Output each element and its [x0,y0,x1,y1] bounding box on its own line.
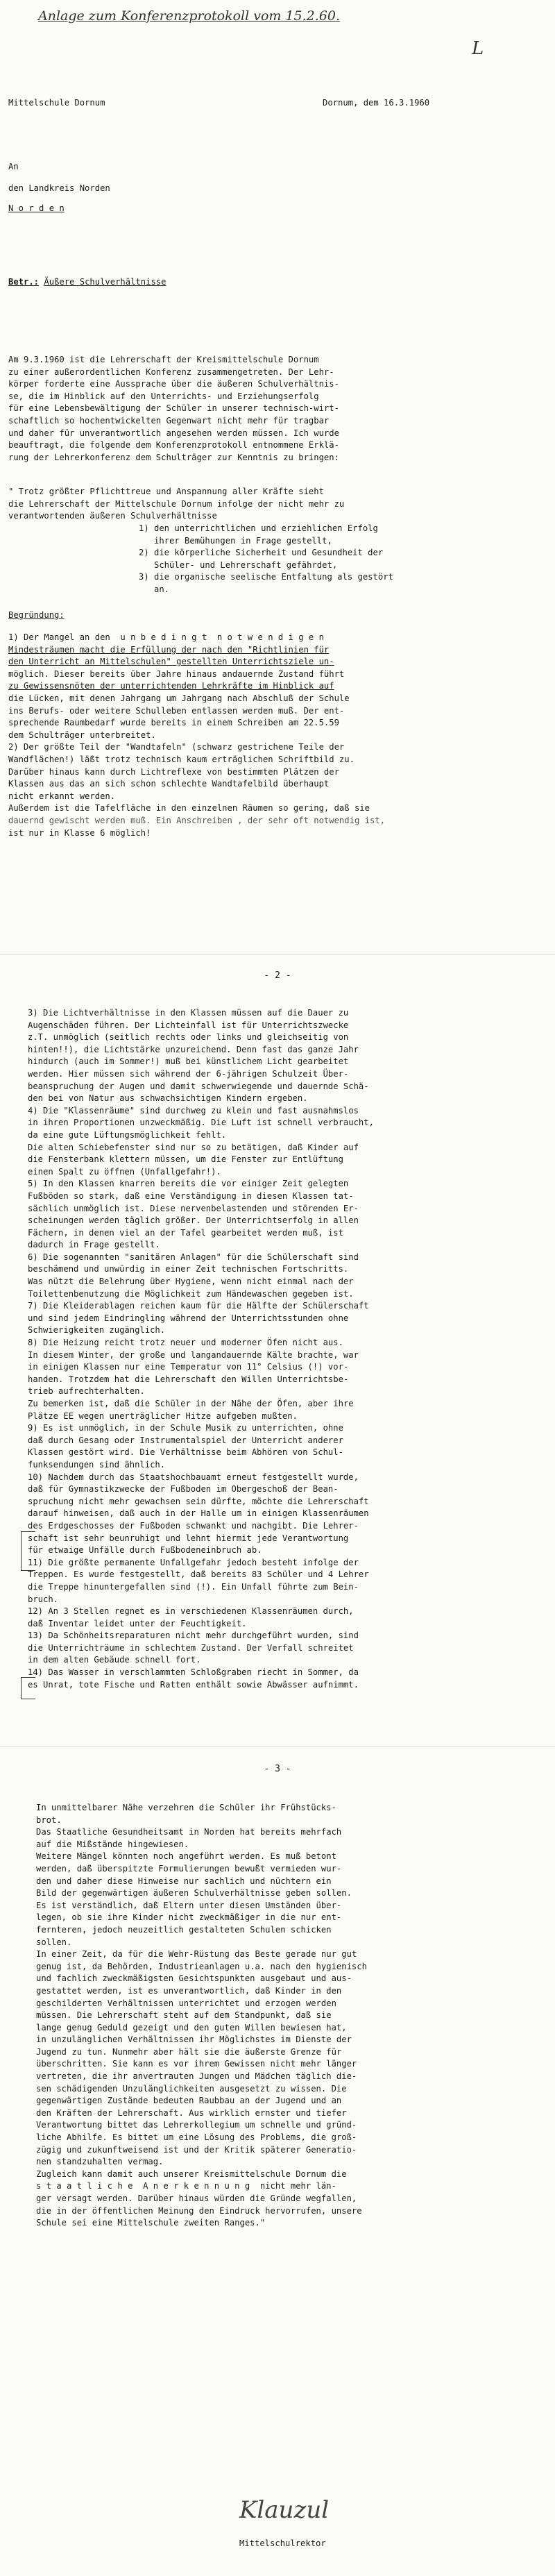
reason-line: Außerdem ist die Tafelfläche in den einzelnen Räumen so gering, daß sie [8,803,370,814]
quote-intro [8,486,344,523]
text-line: In diesem Winter, der große und langandauernde Kälte brachte, war [28,1349,359,1360]
text-line: scheinungen werden täglich größer. Der Unterrichtserfolg in allen [28,1215,359,1226]
reason-line: dauernd gewischt werden muß. Ein Anschreiben , der sehr oft notwendig ist, [8,815,385,825]
quote-items [139,523,393,596]
text-line: liche Abhilfe. Es bittet um eine Lösung des Problems, die groß- [36,2132,357,2143]
quote-item: 3) die organische seelische Entfaltung als gestört [139,572,393,582]
text-line: trieb aufrechterhalten. [28,1386,145,1397]
reason-line: nicht erkannt werden. [8,791,116,801]
text-line: geschilderten Verhältnissen unterrichtet und erzogen werden [36,1998,336,2008]
intro-line: für eine Lebensbewältigung der Schüler in unserer technisch-wirt- [8,403,339,414]
signature-title: Mittelschulrektor [239,2539,326,2548]
text-line: z.T. unmöglich (seitlich rechts oder links und gleichseitig von [28,1032,349,1043]
text-line: Fächern, in denen viel an der Tafel gearbeitet werden muß, ist [28,1227,343,1238]
quote-item: an. [139,584,170,594]
recipient-line-2: den Landkreis Norden [8,183,110,193]
text-line: die Fensterbank klettern müssen, um die Fenster zur Entlüftung [28,1154,343,1165]
text-line: und fachlich zweckmäßigsten Gesichtspunkten ausgebaut und aus- [36,1973,352,1984]
text-line: des Erdgeschosses der Fußboden schwankt und nachgibt. Die Lehrer- [28,1520,359,1531]
quote-line: die Lehrerschaft der Mittelschule Dornum infolge der nicht mehr zu [8,498,345,509]
reason-line: 2) Der größte Teil der "Wandtafeln" (schwarz gestrichene Teile der [8,742,345,752]
text-line: Zugleich kann damit auch unserer Kreismittelschule Dornum die [36,2169,347,2179]
page-2 [0,954,555,1746]
text-line: 4) Die "Klassenräume" sind durchweg zu klein und fast ausnahmslos [28,1105,359,1116]
text-line: legen, ob sie ihre Kinder nicht zweckmäßiger in die nur ent- [36,1912,342,1923]
text-line: spruchung nicht mehr gewachsen sein dürfte, möchte die Lehrerschaft [28,1496,369,1506]
reason-line: zu Gewissensnöten der unterrichtenden Lehrkräfte im Hinblick auf [8,681,334,691]
page-3 [0,1746,555,2576]
reason-line: ins Berufs- oder weitere Schulleben entlassen werden muß. Der ent- [8,705,345,716]
intro-line: se, die im Hinblick auf den Unterrichts- und Erziehungserfolg [8,391,319,401]
text-line: daß durch Gesang oder Instrumentalspiel der Unterricht anderer [28,1435,343,1445]
handwritten-initial: L [472,38,484,59]
text-line: Weitere Mängel könnten noch angeführt werden. Es muß betont [36,1851,336,1862]
text-line: gegenwärtigen Zustände bedeuten Raubbau an der Jugend und an [36,2096,342,2106]
text-line: 6) Die sogenannten "sanitären Anlagen" für die Schülerschaft sind [28,1252,359,1262]
text-line: Was nützt die Belehrung über Hygiene, wenn nicht einmal nach der [28,1277,354,1287]
text-line: s t a a t l i c h e A n e r k e n n u n g nicht mehr län- [36,2181,336,2191]
text-line: gestattet werden, ist es unverantwortlich, daß Kinder in den [36,1985,342,1996]
text-line: sächlich unmöglich ist. Diese nervenbelastenden und störenden Er- [28,1203,359,1213]
text-line: Verantwortung bittet das Lehrerkollegium um schnelle und gründ- [36,2120,357,2130]
text-line: schaft ist sehr beunruhigt und lehnt hiermit jede Verantwortung [28,1533,349,1543]
text-line: 12) An 3 Stellen regnet es in verschiedenen Klassenräumen durch, [28,1606,354,1617]
text-line: Klassen gestört wird. Die Verhältnisse beim Abhören von Schul- [28,1447,343,1458]
text-line: da eine gute Lüftungsmöglichkeit fehlt. [28,1129,227,1140]
quote-item: 2) die körperliche Sicherheit und Gesundheit der [139,548,384,558]
reason-line: ist nur in Klasse 6 möglich! [8,827,151,838]
text-line: einen Spalt zu öffnen (Unfallgefahr!). [28,1166,221,1177]
text-line: Jugend zu tun. Nunmehr aber hält sie die äußerste Grenze für [36,2046,342,2057]
text-line: 10) Nachdem durch das Staatshochbauamt erneut festgestellt wurde, [28,1472,359,1482]
text-line: in unzulänglichen Verhältnissen ihr Möglichstes im Dienste der [36,2035,352,2045]
text-line: die Treppe hinuntergefallen sind (!). Ein Unfall führte zum Bein- [28,1581,359,1592]
text-line: Fußböden so stark, daß eine Verständigung in diesen Klassen tat- [28,1190,354,1201]
text-line: hindurch (auch im Sommer!) muß bei künstlichem Licht gearbeitet [28,1057,349,1067]
text-line: den und daher diese Hinweise nur sachlich und nüchtern ein [36,1876,332,1886]
text-line: werden. Hier müssen sich während der 6-jährigen Schulzeit Über- [28,1068,349,1079]
text-line: werden, daß überspitzte Formulierungen bewußt vermieden wur- [36,1863,342,1874]
intro-line: Am 9.3.1960 ist die Lehrerschaft der Kreismittelschule Dornum [8,355,319,364]
text-line: In unmittelbarer Nähe verzehren die Schüler ihr Frühstücks- [36,1803,336,1812]
text-line: 9) Es ist unmöglich, in der Schule Musik zu unterrichten, ohne [28,1423,343,1433]
school-name: Mittelschule Dornum [8,98,105,108]
text-line: Toilettenbenutzung die Möglichkeit zum Händewaschen gegeben ist. [28,1288,354,1299]
text-line: 11) Die größte permanente Unfallgefahr jedoch besteht infolge der [28,1557,359,1567]
intro-paragraph [8,354,339,464]
reason-line: Mindesträumen macht die Erfüllung der nach den "Richtlinien für [8,644,330,655]
handwritten-annotation: Anlage zum Konferenzprotokoll vom 15.2.60. [38,8,341,24]
intro-line: schaftlich so hochentwickelten Gegenwart nicht mehr für tragbar [8,415,330,426]
page-2-text [28,1007,374,1691]
text-line: überschritten. Sie kann es vor ihrem Gewissen nicht mehr länger [36,2059,357,2069]
text-line: zügig und zukunftweisend ist und der Kritik späterer Generatio- [36,2144,357,2155]
reason-line: Darüber hinaus kann durch Lichtreflexe von bestimmten Plätzen der [8,766,339,777]
page-1 [0,0,555,954]
text-line: die in der öffentlichen Meinung den Eindruck hervorrufen, unsere [36,2205,362,2216]
intro-line: beauftragt, die folgende dem Konferenzprotokoll entnommene Erklä- [8,440,339,451]
reason-line: möglich. Dieser bereits über Jahre hinaus andauernde Zustand führt [8,668,345,679]
quote-line: verantwortenden äußeren Schulverhältnisse [8,511,217,521]
text-line: ger versagt werden. Darüber hinaus würden die Gründe wegfallen, [36,2194,357,2203]
recipient-line-1: An [8,162,19,171]
subject-line [8,276,166,288]
text-line: sollen. [36,1937,72,1947]
text-line: Augenschäden führen. Der Lichteinfall ist für Unterrichtszwecke [28,1020,349,1030]
text-line: 8) Die Heizung reicht trotz neuer und moderner Öfen nicht aus. [28,1338,343,1348]
text-line: hinten!!), die Lichtstärke unzureichend. Denn fast das ganze Jahr [28,1044,359,1054]
page-3-text [36,1802,367,2230]
text-line: Es ist verständlich, daß Eltern unter diesen Umständen über- [36,1900,342,1910]
text-line: Zu bemerken ist, daß die Schüler in der Nähe der Öfen, aber ihre [28,1399,354,1408]
quote-item: 1) den unterrichtlichen und erziehlichen Erfolg [139,523,378,533]
text-line: 3) Die Lichtverhältnisse in den Klassen müssen auf die Dauer zu [28,1008,349,1018]
intro-line: rung der Lehrerkonferenz dem Schulträger zur Kenntnis zu bringen: [8,452,339,462]
text-line: auf die Mißstände hingewiesen. [36,1839,189,1849]
intro-line: und daher für unverantwortlich angesehen werden müssen. Ich wurde [8,428,339,438]
text-line: in einigen Klassen nur eine Temperatur von 11° Celsius (!) vor- [28,1362,349,1372]
text-line: brot. [36,1815,62,1825]
reason-line: sprechende Raumbedarf wurde bereits in einem Schreiben am 22.5.59 [8,718,339,728]
page-number: - 2 - [264,970,291,981]
text-line: genug ist, da Behörden, Industrieanlagen u.a. nach den hygienisch [36,1961,367,1971]
text-line: und sind jedem Eindringling während der Unterrichtsstunden ohne [28,1313,349,1323]
quote-line: " Trotz größter Pflichttreue und Anspannung aller Kräfte sieht [8,487,324,496]
reason-line: Wandflächen!) läßt trotz technisch kaum erträglichen Schriftbild zu. [8,754,355,764]
text-line: Bild der gegenwärtigen äußeren Schulverhältnisse geben sollen. [36,1888,352,1899]
text-line: für etwaige Unfälle durch Fußbodeneinbruch ab. [28,1545,262,1556]
text-line: 5) In den Klassen knarren bereits die vor einiger Zeit gelegten [28,1179,349,1189]
quote-item: ihrer Bemühungen in Frage gestellt, [139,535,332,546]
text-line: Plätze EE wegen unerträglicher Hitze aufgeben mußten. [28,1411,298,1421]
text-line: Treppen. Es wurde festgestellt, daß bereits 83 Schüler und 4 Lehrer [28,1569,369,1580]
text-line: handen. Trotzdem hat die Lehrerschaft den Willen Unterrichtsbe- [28,1374,349,1384]
text-line: dadurch in Frage gestellt. [28,1240,160,1250]
text-line: den bei von Natur aus schwachsichtigen Kindern ergeben. [28,1093,308,1104]
text-line: in dem alten Gebäude schnell fort. [28,1655,201,1665]
subject-prefix: Betr.: [8,277,40,287]
signature: Klauzul [239,2496,330,2524]
text-line: 13) Da Schönheitsreparaturen nicht mehr durchgeführt wurden, sind [28,1631,359,1641]
text-line: müssen. Die Lehrerschaft steht auf dem Standpunkt, daß sie [36,2010,332,2021]
text-line: die Unterrichträume in schlechtem Zustand. Der Verfall schreitet [28,1642,354,1653]
reasons-paragraph [8,632,385,839]
text-line: darauf hinweisen, daß auch in der Halle um in einigen Klassenräumen [28,1508,369,1519]
text-line: funksendungen sind ähnlich. [28,1459,166,1470]
text-line: Schwierigkeiten zugänglich. [28,1325,166,1336]
text-line: bruch. [28,1594,59,1604]
subject-text: Äußere Schulverhältnisse [44,277,166,287]
text-line: Schule sei eine Mittelschule zweiten Ranges." [36,2218,266,2228]
page-number: - 3 - [264,1764,291,1774]
reason-line: die Lücken, mit denen Jahrgang um Jahrgang nach Abschluß der Schule [8,693,350,703]
place-date: Dornum, dem 16.3.1960 [323,98,430,108]
text-line: daß Inventar leidet unter der Feuchtigkeit. [28,1618,247,1628]
text-line: beschämend und unwürdig in einer Zeit technischen Fortschritts. [28,1264,349,1274]
text-line: sen schädigenden Unzulänglichkeiten ausgesetzt zu wissen. Die [36,2083,347,2094]
text-line: in ihren Proportionen unzweckmäßig. Die Luft ist schnell verbraucht, [28,1118,374,1128]
text-line: nen standzuhalten vermag. [36,2157,164,2167]
reason-line: dem Schulträger unterbreitet. [8,730,156,740]
intro-line: zu einer außerordentlichen Konferenz zusammengetreten. Der Lehr- [8,367,334,377]
text-line: Die alten Schiebefenster sind nur so zu betätigen, daß Kinder auf [28,1142,359,1152]
intro-line: körper forderte eine Aussprache über die äußeren Schulverhältnis- [8,379,339,389]
text-line: 7) Die Kleiderablagen reichen kaum für die Hälfte der Schülerschaft [28,1301,369,1311]
text-line: beanspruchung der Augen und damit schwerwiegende und dauernde Schä- [28,1081,369,1091]
text-line: daß für Gymnastikzwecke der Fußboden im Obergeschoß der Bean- [28,1484,339,1495]
text-line: lange genug Geduld gezeigt und den guten Willen bewiesen hat, [36,2022,347,2032]
recipient-line-3: N o r d e n [8,203,65,213]
reason-line: Klassen aus das an sich schon schlechte Wandtafelbild überhaupt [8,779,330,789]
text-line: Das Staatliche Gesundheitsamt in Norden hat bereits mehrfach [36,1827,342,1837]
text-line: es Unrat, tote Fische und Ratten enthält sowie Abwässer aufnimmt. [28,1679,359,1690]
reason-line: den Unterricht an Mittelschulen" gestellten Unterrichtsziele un- [8,657,334,667]
reasons-heading: Begründung: [8,610,65,620]
reason-line: 1) Der Mangel an den u n b e d i n g t n o t w e n d i g e n [8,632,324,642]
quote-item: Schüler- und Lehrerschaft gefährdet, [139,559,338,570]
text-line: In einer Zeit, da für die Wehr-Rüstung das Beste gerade nur gut [36,1949,357,1960]
text-line: 14) Das Wasser in verschlammten Schloßgraben riecht in Sommer, da [28,1667,359,1678]
text-line: fernteren, jedoch neuzeitlich gestalteten Schulen schicken [36,1924,332,1935]
text-line: den Kräften der Lehrerschaft. Aus wirklich ernster und tiefer [36,2107,347,2118]
text-line: vertreten, die ihr anvertrauten Jungen und Mädchen täglich die- [36,2071,357,2082]
